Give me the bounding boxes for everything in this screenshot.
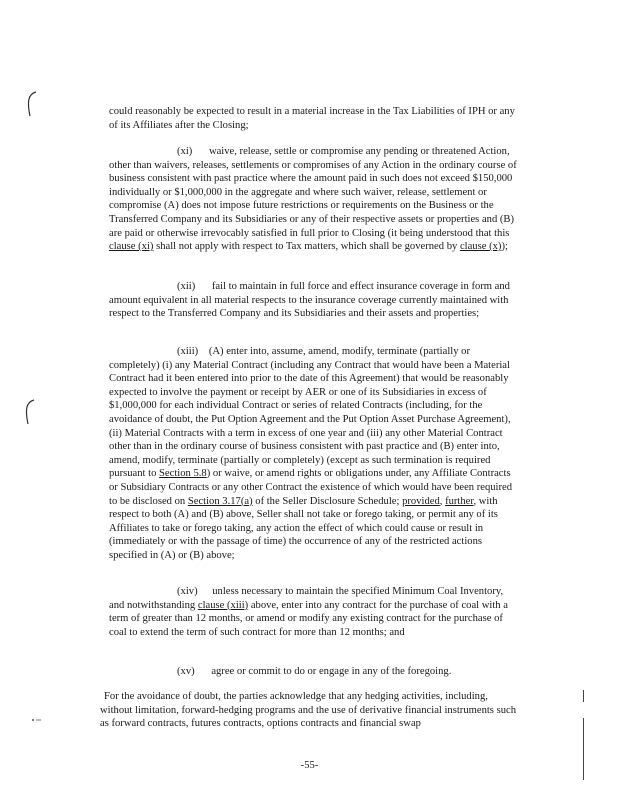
clause-xii bbox=[109, 280, 517, 321]
intro-text: could reasonably be expected to result in a material increase in the Tax Liabilities of IPH or any of its Affiliates after the Closing; bbox=[109, 106, 515, 131]
clause-xiv-ref-xiii: clause (xiii) bbox=[197, 599, 249, 611]
page-number: -55- bbox=[300, 760, 319, 771]
scan-line-right-short bbox=[583, 690, 584, 702]
clause-xiii-label: (xiii) bbox=[177, 346, 199, 357]
binding-mark-top bbox=[24, 90, 38, 120]
closing-paragraph bbox=[100, 690, 517, 731]
clause-xv-label: (xv) bbox=[177, 666, 195, 677]
clause-xiii bbox=[109, 345, 517, 563]
binding-mark-middle bbox=[22, 398, 36, 428]
clause-xiv-text-a: unless necessary to maintain the specified Minimum Coal Inventory, and notwithstanding bbox=[109, 586, 504, 611]
clause-xiii-text-e: , with respect to both (A) and (B) above, Seller shall not take or forego taking, or permit any of its Affiliates to take or forego taking, any action the effect of which could cause or result in (immediately or with the passage of time) the occurrence of any of the restricted actions specified in (A) or (B) above; bbox=[109, 495, 498, 561]
clause-xv-text: agree or commit to do or engage in any of the foregoing. bbox=[211, 666, 452, 677]
clause-xi-text-c: ); bbox=[501, 241, 508, 253]
clause-xi-ref-x: clause (x) bbox=[459, 241, 502, 253]
intro-paragraph bbox=[109, 105, 517, 132]
closing-text: For the avoidance of doubt, the parties acknowledge that any hedging activities, including, without limitation, forward-hedging programs and the use of derivative financial instruments such as forward contracts, futures contracts, options contracts and financial swap bbox=[100, 691, 516, 730]
clause-xiv-text-b: above, enter into any contract for the purchase of coal with a term of greater than 12 months, or amend or modify any existing contract for the purchase of coal to extend the term of such contract for more than 12 months; and bbox=[109, 599, 508, 638]
clause-xiii-ref-section-5-8: Section 5.8 bbox=[159, 468, 207, 480]
clause-xiii-ref-provided: provided bbox=[402, 495, 440, 507]
clause-xiv bbox=[109, 585, 517, 639]
clause-xv bbox=[109, 665, 517, 679]
clause-xiv-label: (xiv) bbox=[177, 586, 198, 597]
clause-xi-text-b: shall not apply with respect to Tax matters, which shall be governed by bbox=[156, 241, 458, 253]
clause-xi-text-a: waive, release, settle or compromise any pending or threatened Action, other than waivers, releases, settlements or compromises of any Action in the ordinary course of business consistent with past practice where the amount paid in such does not exceed $150,000 individually or $1,000,000 in the aggregate and where such waiver, release, settlement or compromise (A) does not impose future restrictions or requirements on the Business or the Transferred Company and its Subsidiaries or any of their respective assets or properties and (B) are paid or otherwise irrevocably satisfied in full prior to Closing (it being understood that this bbox=[109, 146, 517, 239]
clause-xiii-ref-further: further bbox=[445, 495, 474, 507]
clause-xiii-text-d: , bbox=[439, 495, 443, 507]
clause-xiii-text-a: (A) enter into, assume, amend, modify, terminate (partially or completely) (i) any Material Contract (including any Contract that would have been a Material Contract had it been entered into prior to the date of this Agreement) that would be reasonably expected to involve the payment or receipt by AER or one of its Subsidiaries in excess of $1,000,000 for each individual Contract or series of related Contracts (including, for the avoidance of doubt, the Put Option Agreement and the Put Option Asset Purchase Agreement), (ii) Material Contracts with a term in excess of one year and (iii) any other Material Contract other than in the ordinary course of business consistent with past practice and (B) enter into, amend, modify, terminate (partially or completely) (except as such termination is required pursuant to bbox=[109, 346, 511, 480]
clause-xiii-text-b: ) or waive, or amend rights or obligations under, any Affiliate Contracts or Subsidiary Contracts or any other Contract the existence of which would have been required to be disclosed on bbox=[109, 468, 513, 507]
clause-xii-label: (xii) bbox=[177, 281, 196, 292]
clause-xi-ref-xi: clause (xi) bbox=[109, 241, 154, 253]
clause-xiii-ref-section-3-17a: Section 3.17(a) bbox=[187, 495, 253, 507]
clause-xii-text: fail to maintain in full force and effect insurance coverage in form and amount equivalent in all material respects to the insurance coverage currently maintained with respect to the Transferred Company and its Subsidiaries and their assets and properties; bbox=[109, 281, 510, 320]
scan-speck-left bbox=[30, 715, 44, 725]
clause-xiii-text-c: of the Seller Disclosure Schedule; bbox=[255, 495, 400, 507]
clause-xi bbox=[109, 145, 517, 254]
clause-xi-label: (xi) bbox=[177, 146, 193, 157]
